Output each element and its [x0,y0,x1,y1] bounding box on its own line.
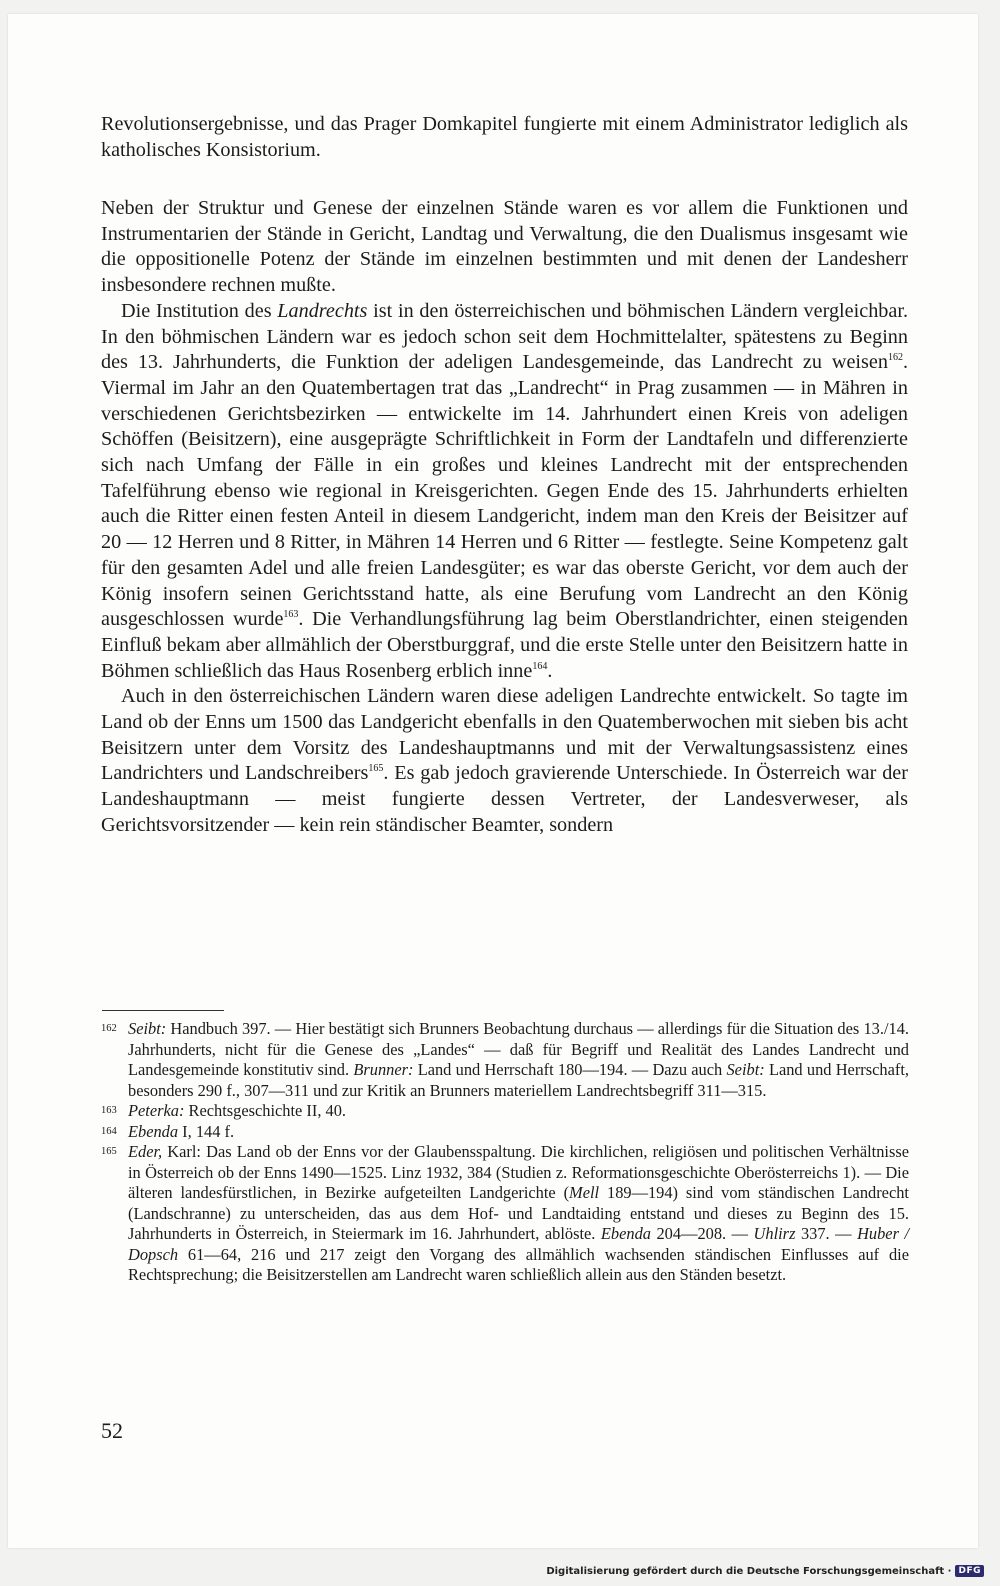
footnote-divider [102,1010,224,1011]
footnote-text [128,1122,909,1143]
footnote-163 [101,1101,909,1122]
author-name: Seibt: [726,1060,765,1079]
footnote-ref[interactable]: 164 [532,660,548,672]
text-run: 189—194) sind vom ständischen Landrecht (Landschranne) zu unterscheiden, das aus dem Hof- und Landtaiding entstand und dieses zu Beginn des 15. Jahrhunderts in Österreich, in Steiermark im 16. Jahrhundert, ablöste. [128,1183,909,1243]
footnote-number: 162 [101,1023,117,1034]
author-name: Eder, [128,1142,163,1161]
author-name: Peterka: [128,1101,185,1120]
footnote-number: 163 [101,1105,117,1116]
dfg-logo: DFG [955,1565,984,1577]
text-run: . Viermal im Jahr an den Quatembertagen trat das „Landrecht“ in Prag zusammen — in Mähren in verschiedenen Gerichtsbezirken — entwickelte im 14. Jahrhundert einen Kreis von adeligen Schöffen (Beisitzern), eine ausgeprägte Schriftlichkeit in Form der Landtafeln und differenzierte sich nach Umfang der Fälle in ein großes und kleines Landrecht mit der entsprechenden Tafelführung ebenso wie regional in Kreisgerichten. Gegen Ende des 15. Jahrhunderts erhielten auch die Ritter einen festen Anteil in diesem Landgericht, indem man den Kreis der Beisitzer auf 20 — 12 Herren und 8 Ritter, in Mähren 14 Herren und 6 Ritter — festlegte. Seine Kompetenz galt für den gesamten Adel und alle freien Landesgüter; es war das oberste Gericht, vor dem auch der König insofern seinen Gerichtsstand hatte, als eine Berufung vom Landrecht an den König ausgeschlossen wurde [101,351,908,631]
text-run: . [547,659,553,682]
paragraph-text: Revolutionsergebnisse, und das Prager Domkapitel fungierte mit einem Administrator lediglich als katholisches Konsistorium. [101,113,908,161]
paragraph-1: Neben der Struktur und Genese der einzelnen Stände waren es vor allem die Funktionen und Instrumentarien der Stände in Gericht, Landtag und Verwaltung, die den Dualismus insgesamt wie die oppositionelle Potenz der Stände im einzelnen bestimmten und mit denen der Landesherr insbesondere rechnen mußte. [101,197,908,297]
author-name: Seibt: [128,1019,167,1038]
text-run: I, 144 f. [178,1121,235,1141]
italic-term: Landrechts [277,299,368,322]
footnote-ref[interactable]: 163 [283,609,299,621]
text-run: Rechtsgeschichte II, 40. [184,1101,347,1120]
text-run: 61—64, 216 und 217 zeigt den Vorgang des allmählich wachsenden ständischen Einflusses auf die Rechtsprechung; die Beisitzerstellen am Landrecht waren schließlich allein aus den Ständen besetzt. [128,1244,909,1284]
footnote-number: 164 [101,1125,117,1137]
footnote-ref[interactable]: 162 [887,352,903,364]
author-name: Huber / Dopsch [128,1224,910,1264]
footnote-number: 165 [101,1146,117,1157]
footnote-ref[interactable]: 165 [368,763,384,775]
footnotes [101,1019,909,1286]
text-run: 337. — [795,1224,858,1243]
text-run: . Es gab jedoch gravierende Unterschiede. In Österreich war der Landeshauptmann — meist fungierte dessen Vertreter, der Landesverweser, als Gerichtsvorsitzender — kein rein ständischer Beamter, sondern [101,762,908,836]
footnote-text [128,1019,909,1101]
paragraph-2 [101,299,908,685]
text-run: . Die Verhandlungsführung lag beim Oberstlandrichter, einen steigenden Einfluß bekam aber allmählich der Oberstburggraf, und die erste Stelle unter den Beisitzern hatte in Böhmen schließlich das Haus Rosenberg erblich inne [101,608,908,682]
text-run: Die Institution des [121,299,278,322]
author-name: Mell [569,1183,600,1202]
text-run: Handbuch 397. — Hier bestätigt sich Brunners Beobachtung durchaus — allerdings für die Situation des 13./14. Jahrhunderts, nicht für die Genese des „Landes“ — daß für Begriff und Realität des Landes Landrecht und Landesgemeinde konstitutiv sind. [128,1019,909,1079]
text-run: ist in den österreichischen und böhmischen Ländern vergleichbar. In den böhmischen Ländern war es jedoch schon seit dem Hochmittelalter, spätestens zu Beginn des 13. Jahrhunderts, die Funktion der adeligen Landesgemeinde, das Landrecht zu weisen [101,299,908,374]
footnote-164 [101,1122,909,1143]
footnote-165 [101,1142,909,1286]
text-run: Land und Herrschaft 180—194. — Dazu auch [413,1060,727,1079]
digitization-credit [546,1563,984,1579]
text-run: Karl: Das Land ob der Enns vor der Glaubensspaltung. Die kirchlichen, religiösen und politischen Verhältnisse in Österreich ob der Enns 1490—1525. Linz 1932, 384 (Studien z. Reformationsgeschichte Oberösterreichs 1). — Die älteren landesfürstlichen, in Bezirke aufgeteilten Landgerichte ( [128,1142,909,1202]
text-run: 204—208. — [650,1224,754,1243]
author-name: Ebenda [128,1121,179,1141]
text-run: Land und Herrschaft, besonders 290 f., 307—311 und zur Kritik an Brunners materiellem Landrechtsbegriff 311—315. [128,1060,909,1100]
author-name: Uhlirz [753,1224,796,1243]
footnote-text [128,1101,909,1122]
author-name: Brunner: [353,1060,414,1079]
author-name: Ebenda [600,1224,651,1243]
footnote-162 [101,1019,909,1101]
page-number: 52 [101,1418,123,1443]
footnote-text [128,1142,909,1286]
paragraph-3 [101,684,908,838]
text-run: Auch in den österreichischen Ländern waren diese adeligen Landrechte entwickelt. So tagte im Land ob der Enns um 1500 das Landgericht ebenfalls in den Quatemberwochen mit sieben bis acht Beisitzern unter dem Vorsitz des Landeshauptmanns und mit der Verwaltungsassistenz eines Landrichters und Landschreibers [101,685,908,785]
credit-text: Digitalisierung gefördert durch die Deutsche Forschungsgemeinschaft · [546,1565,952,1577]
continued-paragraph [101,112,908,163]
main-text [101,196,908,839]
